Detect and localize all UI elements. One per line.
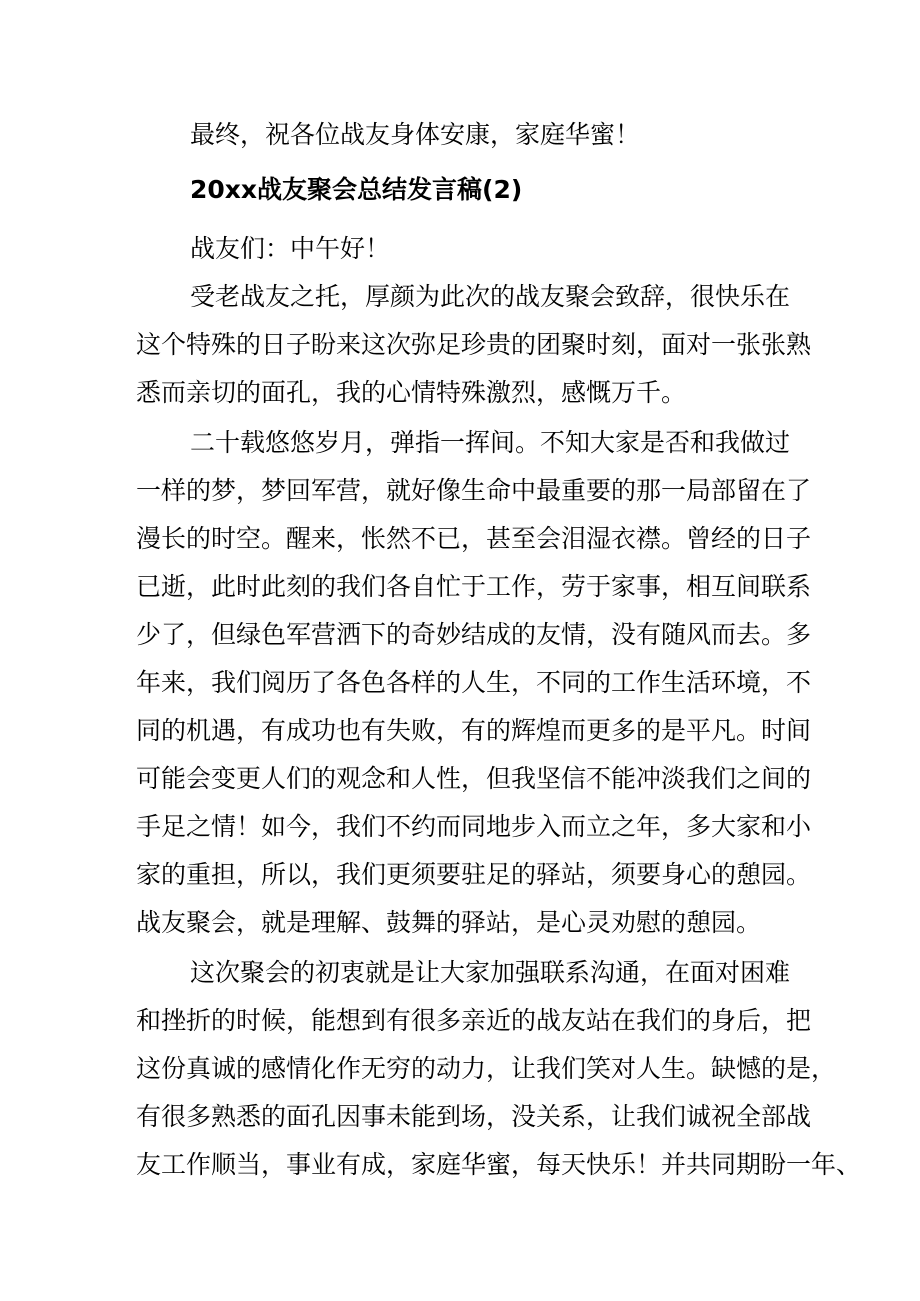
text-line: 手足之情！如今，我们不约而同地步入而立之年，多大家和小 [136, 812, 812, 841]
text-line: 友工作顺当，事业有成，家庭华蜜，每天快乐！并共同期盼一年、 [136, 1150, 862, 1179]
closing-line: 最终，祝各位战友身体安康，家庭华蜜！ [190, 120, 641, 149]
text-line: 年来，我们阅历了各色各样的人生，不同的工作生活环境，不 [136, 668, 812, 697]
text-line: 家的重担，所以，我们更须要驻足的驿站，须要身心的憩园。 [136, 860, 812, 889]
section-heading: 20xx战友聚会总结发言稿(2) [190, 175, 523, 204]
text-line: 可能会变更人们的观念和人性，但我坚信不能冲淡我们之间的 [136, 764, 812, 793]
text-line: 少了，但绿色军营洒下的奇妙结成的友情，没有随风而去。多 [136, 620, 812, 649]
text-line: 这份真诚的感情化作无穷的动力，让我们笑对人生。缺憾的是， [136, 1054, 837, 1083]
text-line: 和挫折的时候，能想到有很多亲近的战友站在我们的身后，把 [136, 1006, 812, 1035]
greeting-line: 战友们：中午好！ [190, 234, 391, 263]
text-line: 二十载悠悠岁月，弹指一挥间。不知大家是否和我做过 [190, 428, 791, 457]
text-line: 战友聚会，就是理解、鼓舞的驿站，是心灵劝慰的憩园。 [136, 908, 762, 937]
text-line: 漫长的时空。醒来，怅然不已，甚至会泪湿衣襟。曾经的日子 [136, 524, 812, 553]
text-line: 一样的梦，梦回军营，就好像生命中最重要的那一局部留在了 [136, 476, 812, 505]
text-line: 有很多熟悉的面孔因事未能到场，没关系，让我们诚祝全部战 [136, 1102, 812, 1131]
text-line: 这次聚会的初衷就是让大家加强联系沟通，在面对困难 [190, 958, 791, 987]
text-line: 悉而亲切的面孔，我的心情特殊激烈，感慨万千。 [136, 378, 687, 407]
text-line: 同的机遇，有成功也有失败，有的辉煌而更多的是平凡。时间 [136, 716, 812, 745]
text-line: 受老战友之托，厚颜为此次的战友聚会致辞，很快乐在 [190, 282, 791, 311]
text-line: 这个特殊的日子盼来这次弥足珍贵的团聚时刻，面对一张张熟 [136, 330, 812, 359]
text-line: 已逝，此时此刻的我们各自忙于工作，劳于家事，相互间联系 [136, 572, 812, 601]
